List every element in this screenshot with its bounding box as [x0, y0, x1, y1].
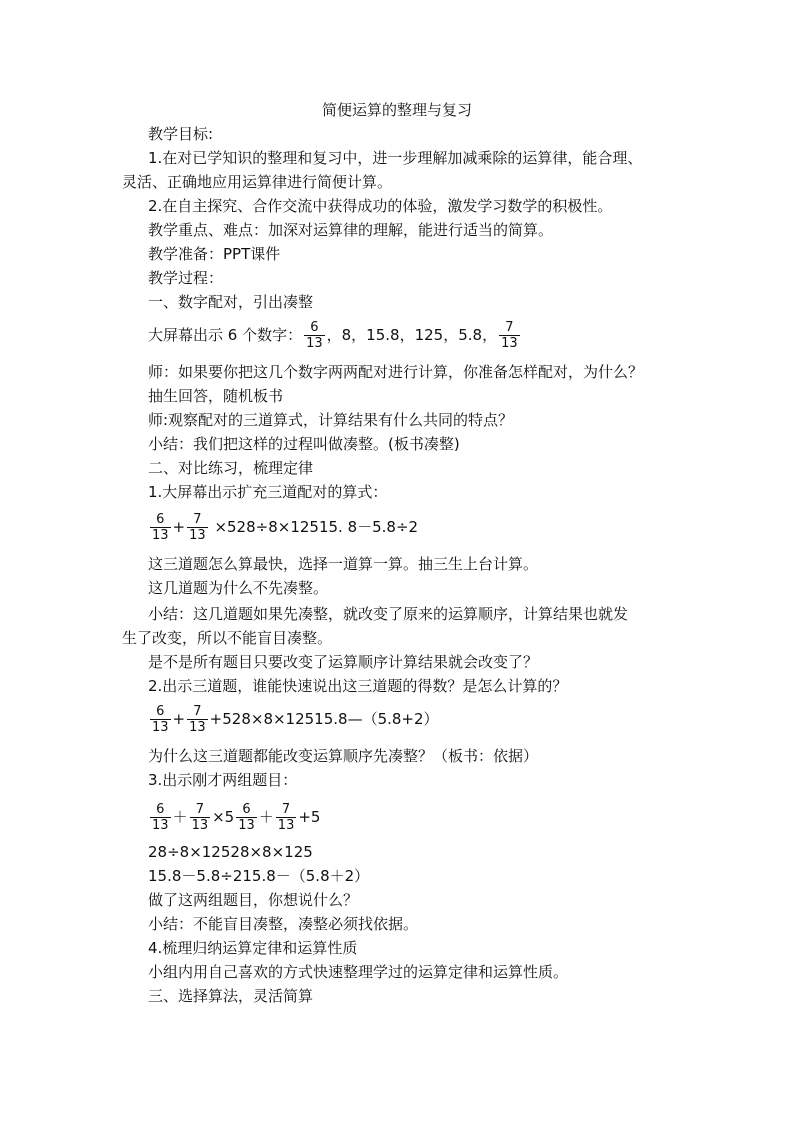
heading-part-2: 二、对比练习，梳理定律 [148, 459, 314, 477]
fraction: $\frac{6}{13}$ [152, 511, 169, 543]
summary-3: 小结：不能盲目凑整，凑整必须找依据。 [148, 915, 419, 933]
task-2: 2.出示三道题，谁能快速说出这三道题的得数？是怎么计算的？ [148, 677, 568, 695]
expression-line-3: $\frac{6}{13}$ ＋ $\frac{7}{13}$ ×5 $\frac{6}{13}$ ＋ $\frac{7}{13}$ +5 [152, 801, 321, 833]
exercise-instruction: 这三道题怎么算最快，选择一道算一算。抽三生上台计算。 [148, 555, 539, 573]
teacher-question-2: 师:观察配对的三道算式，计算结果有什么共同的特点？ [148, 411, 514, 429]
numbers-middle: ，8，15.8，125，5.8， [326, 326, 498, 344]
numbers-line [148, 316, 522, 354]
expression-line-5: 15.8－5.8÷215.8－（5.8＋2） [148, 867, 370, 885]
student-answer-note: 抽生回答，随机板书 [148, 387, 284, 405]
fraction: $\frac{7}{13}$ [189, 511, 206, 543]
section-label-process: 教学过程： [148, 269, 224, 287]
question-order: 是不是所有题目只要改变了运算顺序计算结果就会改变了？ [148, 653, 539, 671]
fraction: $\frac{6}{13}$ [152, 703, 169, 735]
question-why-not: 这几道题为什么不先凑整。 [148, 579, 329, 597]
section-label-goals: 教学目标: [148, 125, 214, 143]
summary-2-line-2: 生了改变，所以不能盲目凑整。 [122, 629, 333, 647]
fraction: $\frac{6}{13}$ [238, 801, 255, 833]
summary-1: 小结：我们把这样的过程叫做凑整。(板书凑整) [148, 435, 460, 453]
question-reflect: 做了这两组题目，你想说什么？ [148, 891, 359, 909]
expression-line-4: 28÷8×12528×8×125 [148, 843, 313, 861]
teacher-question-1: 师：如果要你把这几个数字两两配对进行计算，你准备怎样配对，为什么？ [148, 363, 644, 381]
group-activity: 小组内用自己喜欢的方式快速整理学过的运算定律和运算性质。 [148, 963, 569, 981]
preparation: 教学准备：PPT课件 [148, 245, 281, 263]
fraction: $\frac{7}{13}$ [191, 801, 209, 833]
fraction: $\frac{7}{13}$ [277, 801, 295, 833]
expression-line-1: $\frac{6}{13}$ + $\frac{7}{13}$ ×528÷8×12515. 8－5.8÷2 [152, 511, 419, 543]
summary-2-line-1: 小结：这几道题如果先凑整，就改变了原来的运算顺序，计算结果也就发 [148, 605, 629, 623]
task-3: 3.出示刚才两组题目： [148, 771, 298, 789]
numbers-prefix: 大屏幕出示 6 个数字： [148, 326, 303, 344]
fraction: $\frac{7}{13}$ [189, 703, 206, 735]
heading-part-1: 一、数字配对，引出凑整 [148, 293, 314, 311]
document-title: 简便运算的整理与复习 [321, 101, 472, 119]
task-4: 4.梳理归纳运算定律和运算性质 [148, 939, 358, 957]
expression-line-2: $\frac{6}{13}$ + $\frac{7}{13}$ +528×8×12515.8—（5.8+2） [152, 703, 439, 735]
goal-2: 2.在自主探究、合作交流中获得成功的体验，激发学习数学的积极性。 [148, 197, 613, 215]
key-points: 教学重点、难点：加深对运算律的理解，能进行适当的简算。 [148, 221, 554, 239]
heading-part-3: 三、选择算法，灵活简算 [148, 987, 314, 1005]
fraction: $\frac{6}{13}$ [152, 801, 169, 833]
task-1: 1.大屏幕出示扩充三道配对的算式： [148, 483, 388, 501]
fraction: $\frac{7}{13}$ [501, 319, 518, 351]
goal-1-line-1: 1.在对已学知识的整理和复习中，进一步理解加减乘除的运算律，能合理、 [148, 149, 643, 167]
fraction: $\frac{6}{13}$ [306, 319, 323, 351]
goal-1-line-2: 灵活、正确地应用运算律进行简便计算。 [122, 173, 393, 191]
question-basis: 为什么这三道题都能改变运算顺序先凑整？（板书：依据） [148, 747, 539, 765]
